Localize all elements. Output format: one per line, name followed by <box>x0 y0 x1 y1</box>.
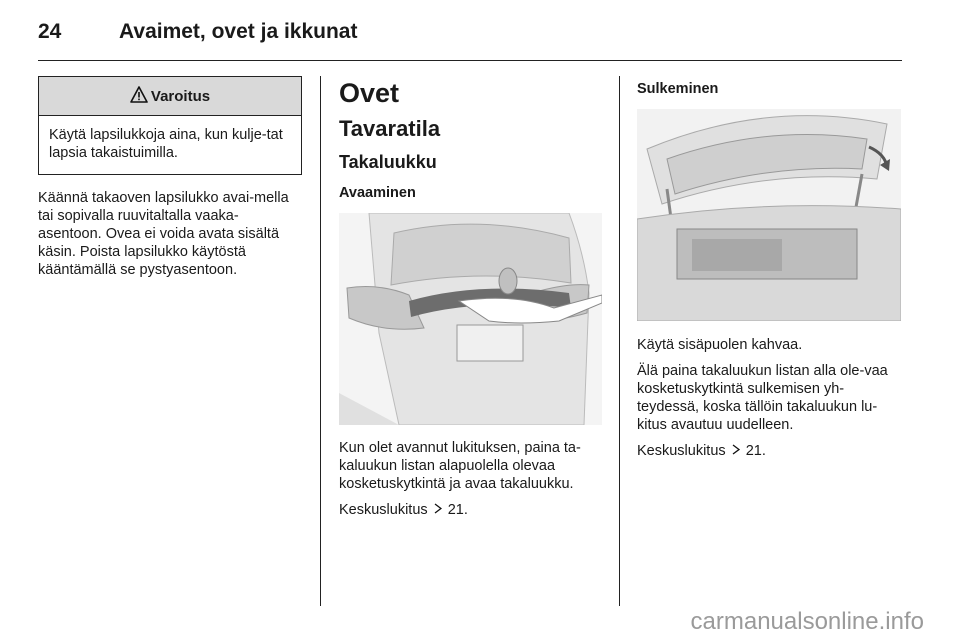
reference-page: 21. <box>745 443 766 459</box>
page-reference-arrow-icon <box>434 502 442 520</box>
opening-paragraph: Kun olet avannut lukituksen, paina ta-kaluukun listan alapuolella olevaa kosketuskytkintä ja avaa takaluukku. <box>339 440 581 492</box>
tailgate-closing-illustration <box>637 109 901 321</box>
column-divider <box>619 76 620 606</box>
section-heading: Ovet <box>339 78 400 108</box>
column-2 <box>339 76 602 528</box>
opening-heading: Avaaminen <box>339 185 416 201</box>
subsection-heading: Tavaratila <box>339 116 441 141</box>
warning-header <box>39 77 301 116</box>
column-divider <box>320 76 321 606</box>
central-locking-reference <box>339 501 602 520</box>
column-1 <box>38 76 302 287</box>
reference-label: Keskuslukitus <box>339 502 428 518</box>
reference-label: Keskuslukitus <box>637 443 726 459</box>
warning-title: Varoitus <box>150 87 211 105</box>
warning-text: Käytä lapsilukkoja aina, kun kulje-tat lapsia takaistuimilla. <box>49 127 283 161</box>
watermark: carmanualsonline.info <box>690 608 924 635</box>
page-reference-arrow-icon <box>732 443 740 461</box>
reference-page: 21. <box>447 502 468 518</box>
closing-heading: Sulkeminen <box>637 81 719 97</box>
warning-box <box>38 76 302 175</box>
closing-warning-paragraph: Älä paina takaluukun listan alla ole-vaa kosketuskytkintä sulkemisen yh-teydessä, koska tällöin takaluukun lu-kitus avautuu uudelleen. <box>637 363 888 433</box>
page-header <box>38 14 902 61</box>
inner-handle-paragraph: Käytä sisäpuolen kahvaa. <box>637 337 803 353</box>
warning-triangle-icon <box>130 86 148 107</box>
subsubsection-heading: Takaluukku <box>339 152 437 172</box>
column-3 <box>637 76 901 469</box>
page-title: Avaimet, ovet ja ikkunat <box>119 20 358 43</box>
child-lock-paragraph: Käännä takaoven lapsilukko avai-mella tai sopivalla ruuvitaltalla vaaka-asentoon. Ovea ei voida avata sisältä käsin. Poista lapsilukko käytöstä kääntämällä se pystyasentoon. <box>38 190 289 278</box>
central-locking-reference <box>637 442 901 461</box>
page-number: 24 <box>38 20 62 43</box>
tailgate-opening-illustration <box>339 213 602 425</box>
